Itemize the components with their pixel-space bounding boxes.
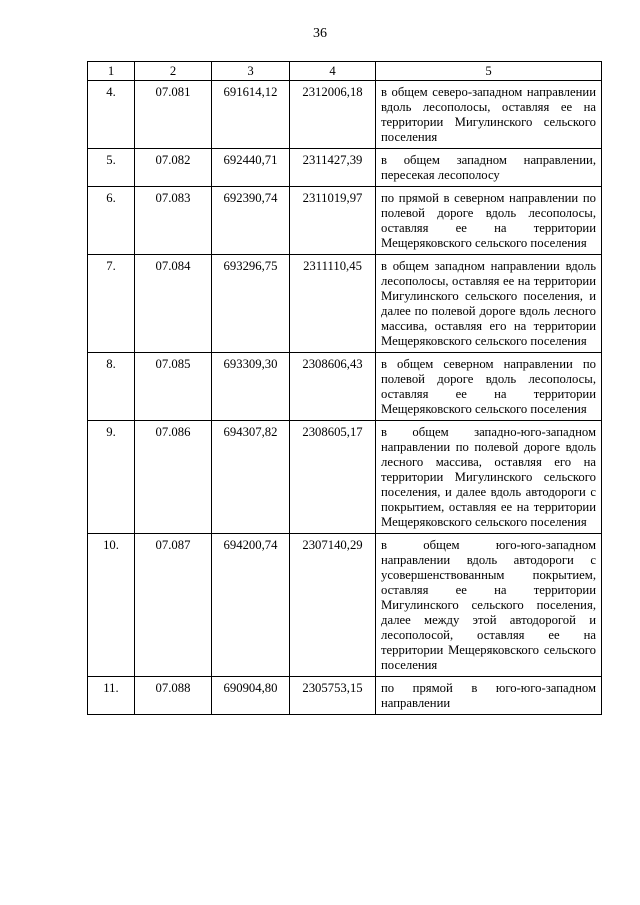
boundary-description: по прямой в юго-юго-западном направлении	[376, 677, 602, 715]
point-code: 07.085	[135, 353, 212, 421]
row-number: 7.	[88, 255, 135, 353]
table-row	[88, 187, 602, 255]
point-code: 07.084	[135, 255, 212, 353]
row-number: 6.	[88, 187, 135, 255]
coordinate-x: 694307,82	[212, 421, 290, 534]
boundary-description: в общем северном направлении по полевой дороге вдоль лесополосы, оставляя ее на территории Мещеряковского сельского поселения	[376, 353, 602, 421]
coordinate-x: 693296,75	[212, 255, 290, 353]
point-code: 07.088	[135, 677, 212, 715]
boundary-table	[87, 61, 602, 715]
row-number: 11.	[88, 677, 135, 715]
coordinate-y: 2311019,97	[290, 187, 376, 255]
header-cell: 1	[88, 62, 135, 81]
boundary-description: по прямой в северном направлении по полевой дороге вдоль лесополосы, оставляя ее на территории Мещеряковского сельского поселения	[376, 187, 602, 255]
coordinate-y: 2312006,18	[290, 81, 376, 149]
coordinate-y: 2305753,15	[290, 677, 376, 715]
coordinate-y: 2307140,29	[290, 534, 376, 677]
coordinate-x: 694200,74	[212, 534, 290, 677]
header-cell: 5	[376, 62, 602, 81]
table-row	[88, 149, 602, 187]
coordinate-x: 690904,80	[212, 677, 290, 715]
row-number: 10.	[88, 534, 135, 677]
coordinate-x: 692390,74	[212, 187, 290, 255]
coordinate-x: 691614,12	[212, 81, 290, 149]
table-row	[88, 81, 602, 149]
row-number: 9.	[88, 421, 135, 534]
coordinate-x: 692440,71	[212, 149, 290, 187]
row-number: 4.	[88, 81, 135, 149]
table-row	[88, 421, 602, 534]
point-code: 07.087	[135, 534, 212, 677]
header-cell: 2	[135, 62, 212, 81]
coordinate-y: 2308606,43	[290, 353, 376, 421]
table-row	[88, 255, 602, 353]
header-cell: 3	[212, 62, 290, 81]
page-number: 36	[313, 26, 327, 41]
header-cell: 4	[290, 62, 376, 81]
coordinate-y: 2308605,17	[290, 421, 376, 534]
boundary-description: в общем северо-западном направлении вдоль лесополосы, оставляя ее на территории Мигулинского сельского поселения	[376, 81, 602, 149]
point-code: 07.082	[135, 149, 212, 187]
coordinate-y: 2311110,45	[290, 255, 376, 353]
coordinate-y: 2311427,39	[290, 149, 376, 187]
coordinate-x: 693309,30	[212, 353, 290, 421]
boundary-description: в общем юго-юго-западном направлении вдоль автодороги с усовершенствованным покрытием, оставляя ее на территории Мигулинского сельского поселения, далее между этой автодорогой и лесополосой, оставляя ее на территории Мещеряковского сельского поселения	[376, 534, 602, 677]
point-code: 07.086	[135, 421, 212, 534]
table-row	[88, 353, 602, 421]
table-header-row	[88, 62, 602, 81]
point-code: 07.081	[135, 81, 212, 149]
row-number: 8.	[88, 353, 135, 421]
point-code: 07.083	[135, 187, 212, 255]
table-row	[88, 534, 602, 677]
row-number: 5.	[88, 149, 135, 187]
table-row	[88, 677, 602, 715]
boundary-description: в общем западно-юго-западном направлении по полевой дороге вдоль лесного массива, оставляя его на территории Мигулинского сельского поселения, и далее вдоль автодороги с покрытием, оставляя ее на территории Мещеряковского сельского поселения	[376, 421, 602, 534]
boundary-description: в общем западном направлении вдоль лесополосы, оставляя ее на территории Мигулинского сельского поселения, и далее по полевой дороге вдоль лесного массива, оставляя его на территории Мещеряковского сельского поселения	[376, 255, 602, 353]
boundary-description: в общем западном направлении, пересекая лесополосу	[376, 149, 602, 187]
